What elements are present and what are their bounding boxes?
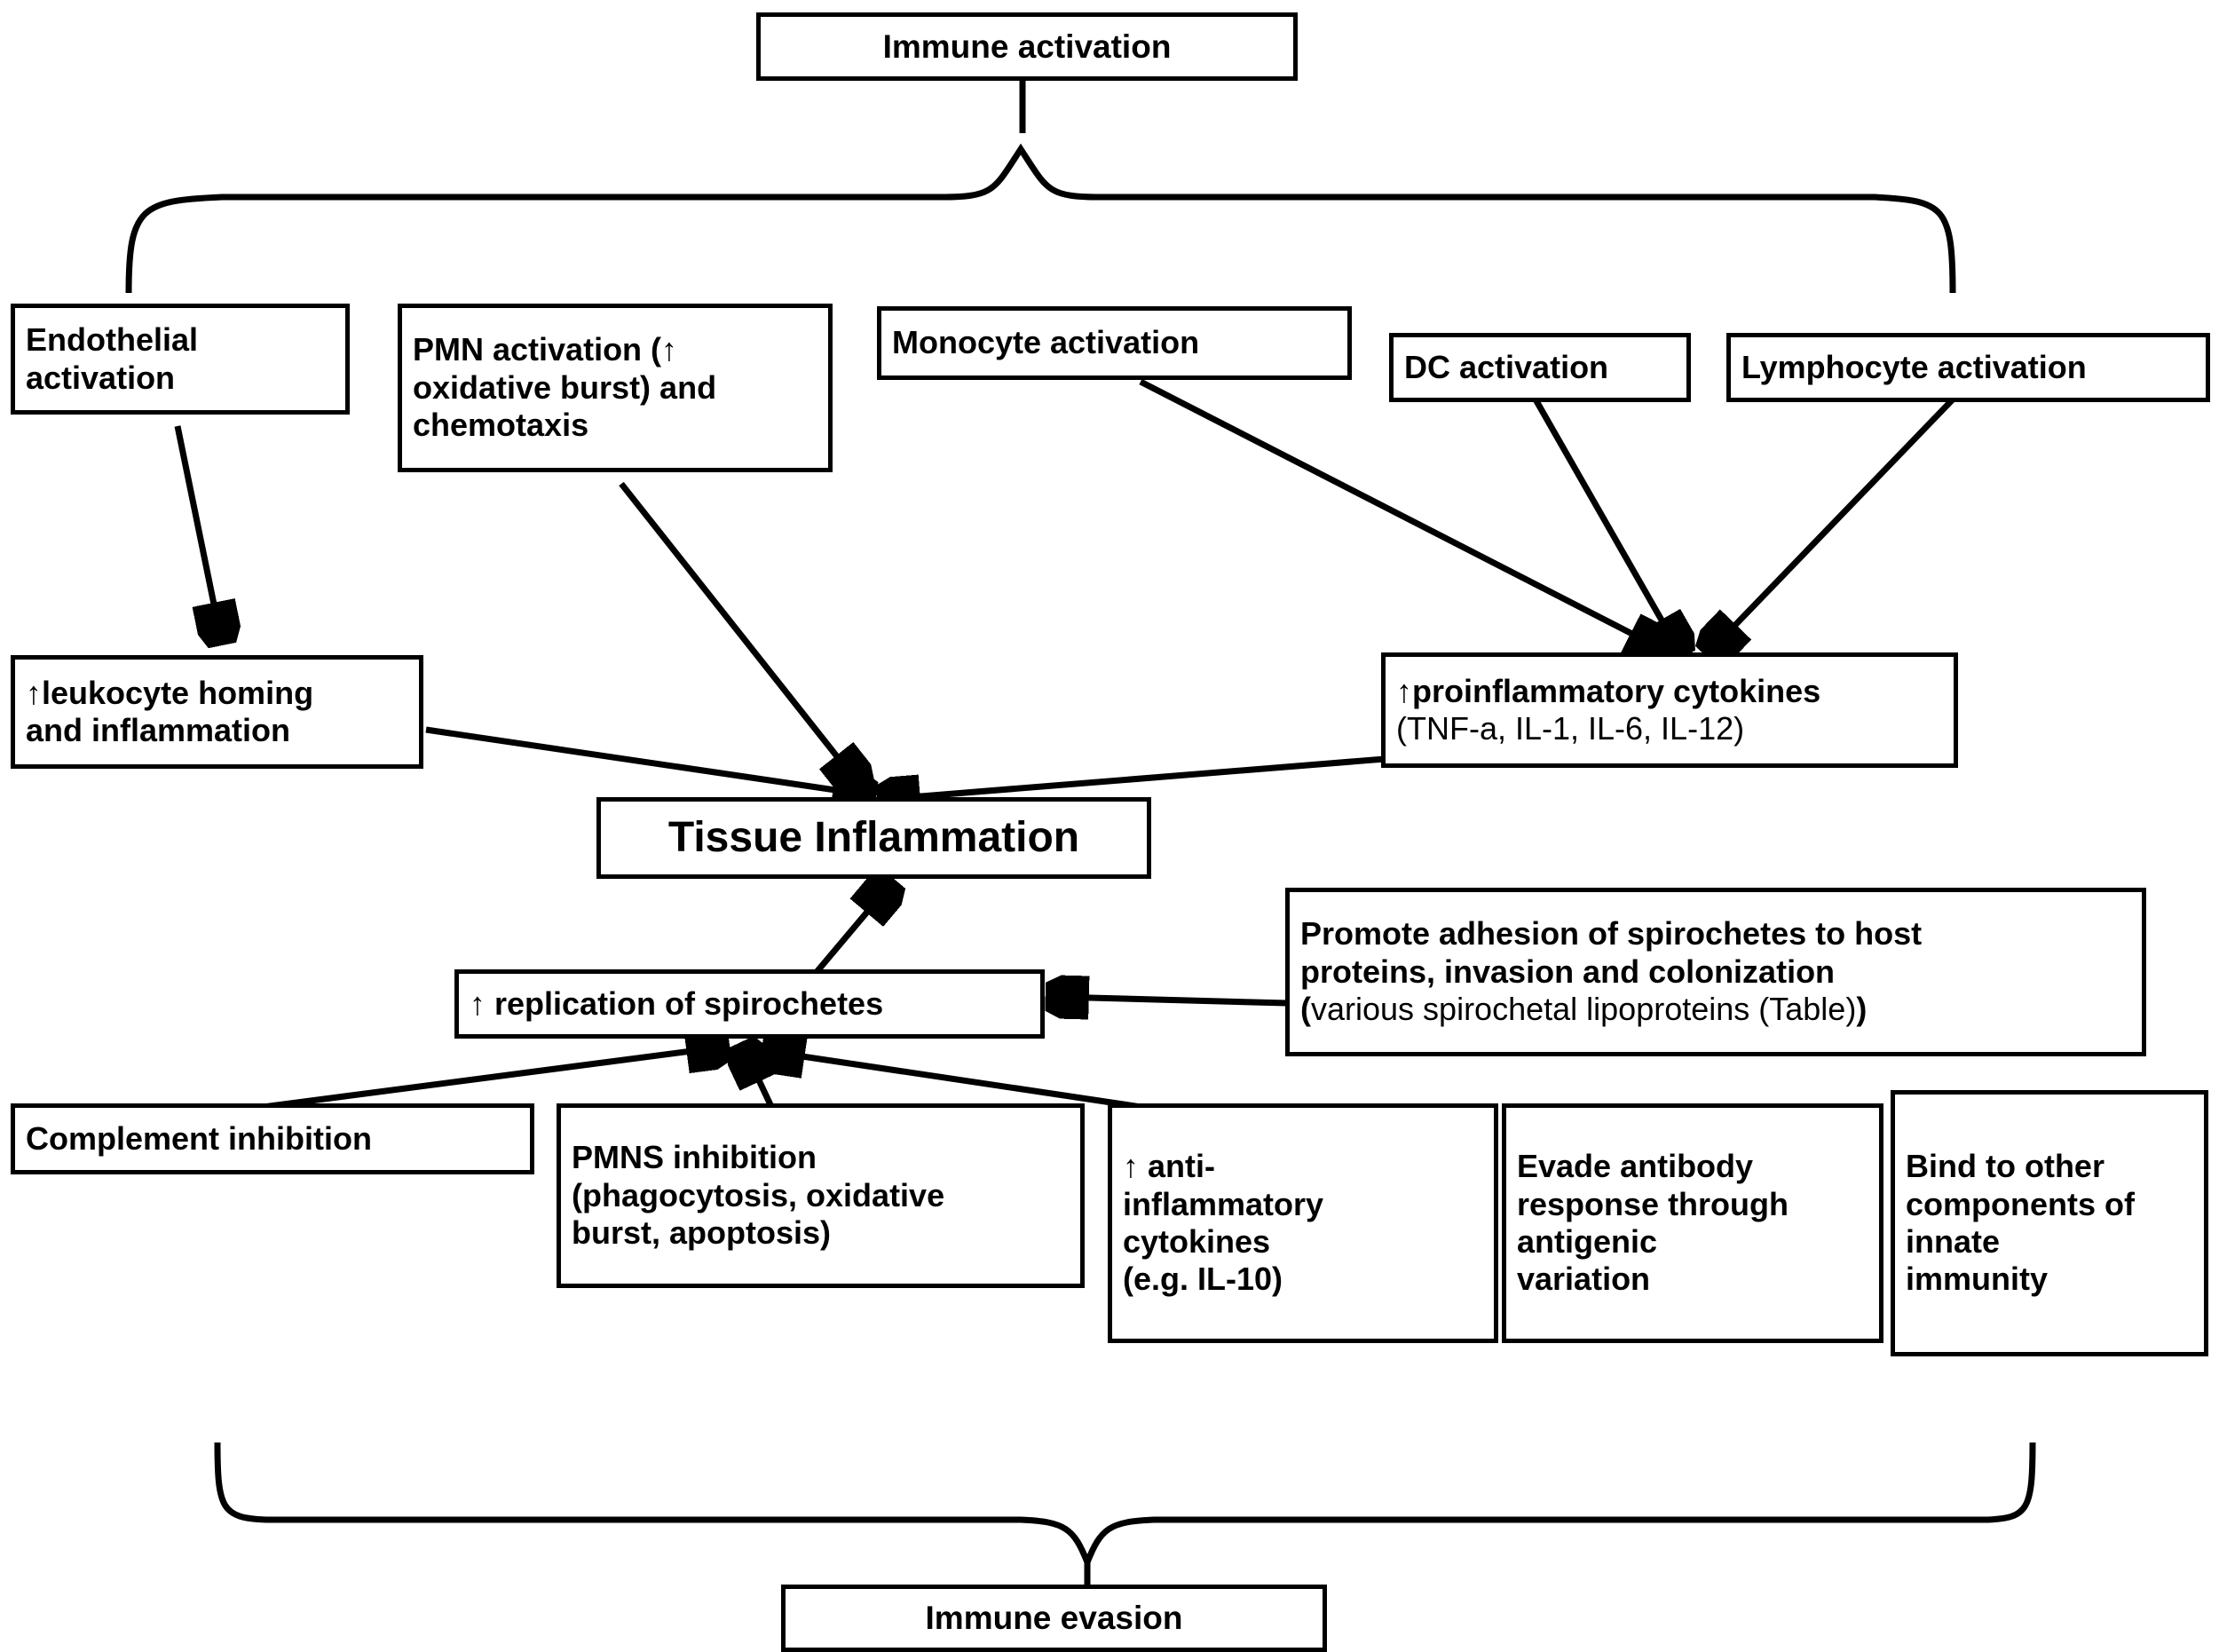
node-immune-activation[interactable]	[756, 12, 1298, 81]
node-label-line3: chemotaxis	[413, 407, 589, 444]
paren-open: (	[1300, 991, 1311, 1028]
node-label: ↑ replication of spirochetes	[470, 984, 884, 1022]
node-label-line3-text: various spirochetal lipoproteins (Table)	[1311, 991, 1857, 1028]
node-label-line1: Bind to other	[1906, 1148, 2104, 1185]
node-label: Tissue Inflammation	[667, 813, 1080, 861]
node-label-line1: PMNS inhibition	[572, 1139, 817, 1176]
node-label: Immune evasion	[925, 1600, 1183, 1637]
node-label-line4: variation	[1517, 1261, 1651, 1298]
node-monocyte-activation[interactable]	[877, 306, 1352, 380]
node-label-line2: response through	[1517, 1185, 1789, 1222]
node-label-line1: PMN activation (↑	[413, 331, 678, 368]
node-anti-inflammatory-cytokines[interactable]	[1108, 1103, 1498, 1343]
node-label-line3	[1300, 991, 2131, 1028]
node-lymphocyte-activation[interactable]	[1726, 333, 2210, 402]
node-endothelial-activation[interactable]	[11, 304, 350, 415]
node-label-line2: and inflammation	[26, 712, 291, 748]
node-label-line2: (phagocytosis, oxidative	[572, 1176, 945, 1213]
node-label: Monocyte activation	[892, 324, 1200, 361]
node-label-line3: antigenic	[1517, 1223, 1658, 1260]
node-label: Complement inhibition	[26, 1119, 372, 1157]
node-evade-antibody-response[interactable]	[1502, 1103, 1883, 1343]
node-bind-innate-immunity[interactable]	[1891, 1090, 2208, 1356]
node-label-line2: (TNF-a, IL-1, IL-6, IL-12)	[1396, 710, 1745, 747]
node-label-line3: innate	[1906, 1223, 2001, 1260]
node-label-line2: inflammatory	[1123, 1185, 1324, 1222]
node-proinflammatory-cytokines[interactable]	[1381, 652, 1958, 768]
node-label-line1: Evade antibody	[1517, 1148, 1754, 1185]
node-label-line1: ↑ anti-	[1123, 1148, 1215, 1185]
node-dc-activation[interactable]	[1389, 333, 1691, 402]
node-promote-adhesion[interactable]	[1285, 888, 2146, 1056]
node-label-line1: ↑leukocyte homing	[26, 674, 314, 711]
node-label-line2: proteins, invasion and colonization	[1300, 952, 1836, 990]
node-label-line2: oxidative burst) and	[413, 368, 717, 406]
node-label-line3: cytokines	[1123, 1223, 1271, 1260]
node-label-line2: activation	[26, 359, 176, 396]
node-label-line1: Promote adhesion of spirochetes to host	[1300, 915, 1923, 952]
paren-close: )	[1856, 991, 1868, 1028]
node-leukocyte-homing[interactable]	[11, 655, 423, 769]
node-label-line2: components of	[1906, 1185, 2135, 1222]
node-pmn-activation[interactable]	[398, 304, 833, 472]
node-label-line4: (e.g. IL-10)	[1123, 1261, 1283, 1298]
node-immune-evasion[interactable]	[781, 1585, 1327, 1652]
node-label-line1: ↑proinflammatory cytokines	[1396, 672, 1821, 709]
node-pmns-inhibition[interactable]	[557, 1103, 1085, 1288]
node-replication-spirochetes[interactable]	[454, 969, 1045, 1039]
node-tissue-inflammation[interactable]	[596, 797, 1151, 879]
node-label: Lymphocyte activation	[1741, 348, 2087, 385]
node-label-line3: burst, apoptosis)	[572, 1214, 832, 1252]
node-label-line1: Endothelial	[26, 321, 199, 359]
node-label: DC activation	[1404, 348, 1609, 385]
node-complement-inhibition[interactable]	[11, 1103, 534, 1174]
node-label-line4: immunity	[1906, 1261, 2049, 1298]
node-label: Immune activation	[882, 28, 1172, 65]
